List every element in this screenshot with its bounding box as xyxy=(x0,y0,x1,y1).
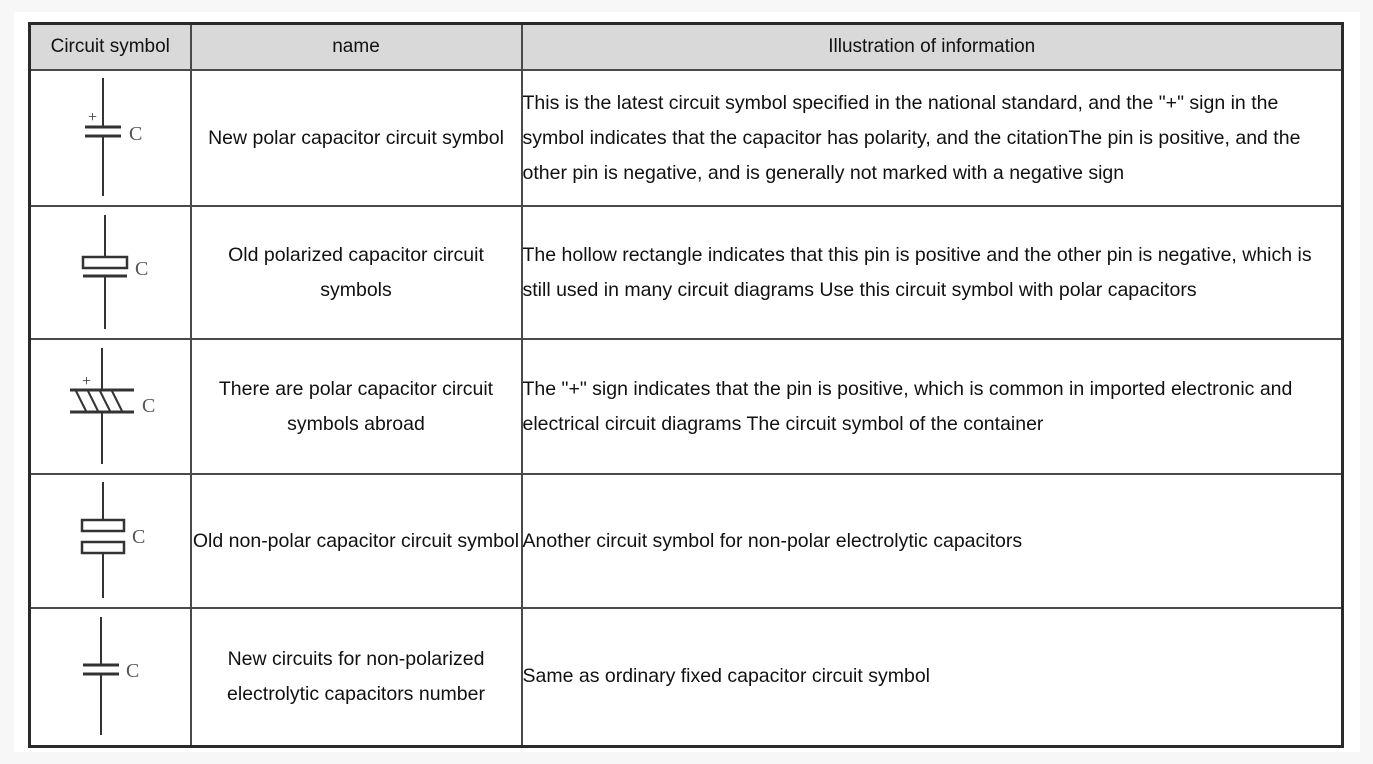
new-non-polarized-capacitor-icon xyxy=(65,615,155,739)
capacitor-c-label: C xyxy=(142,394,156,417)
symbol-cell xyxy=(30,474,191,608)
info-cell: Same as ordinary fixed capacitor circuit symbol xyxy=(522,608,1343,746)
info-cell: This is the latest circuit symbol specified in the national standard, and the "+" sign in the symbol indicates that the capacitor has polarity, and the citationThe pin is positive, and the other pin is negative, and is generally not marked with a negative sign xyxy=(522,70,1343,206)
name-cell: There are polar capacitor circuit symbols abroad xyxy=(191,339,522,474)
capacitor-c-label: C xyxy=(132,526,146,548)
header-illustration: Illustration of information xyxy=(522,24,1343,71)
capacitor-c-label: C xyxy=(129,123,143,145)
symbol-cell xyxy=(30,206,191,339)
symbol-cell xyxy=(30,339,191,474)
capacitor-c-label: C xyxy=(126,659,140,682)
table-row xyxy=(30,339,1343,474)
info-cell: The "+" sign indicates that the pin is positive, which is common in imported electronic and electrical circuit diagrams The circuit symbol of the container xyxy=(522,339,1343,474)
foreign-polar-capacitor-icon xyxy=(60,346,160,468)
header-circuit-symbol: Circuit symbol xyxy=(30,24,191,71)
info-cell: Another circuit symbol for non-polar electrolytic capacitors xyxy=(522,474,1343,608)
old-polarized-capacitor-icon xyxy=(65,213,155,333)
old-non-polar-capacitor-icon xyxy=(65,480,155,602)
name-cell: New circuits for non-polarized electrolytic capacitors number xyxy=(191,608,522,746)
plus-sign-label: + xyxy=(88,109,98,126)
name-cell: New polar capacitor circuit symbol xyxy=(191,70,522,206)
table-row xyxy=(30,206,1343,339)
table-row xyxy=(30,474,1343,608)
plus-sign-label: + xyxy=(82,372,92,390)
capacitor-symbol-table xyxy=(28,22,1344,748)
capacitor-c-label: C xyxy=(135,257,149,280)
name-cell: Old non-polar capacitor circuit symbol xyxy=(191,474,522,608)
info-cell: The hollow rectangle indicates that this pin is positive and the other pin is negative, which is still used in many circuit diagrams Use this circuit symbol with polar capacitors xyxy=(522,206,1343,339)
symbol-cell xyxy=(30,70,191,206)
table-row xyxy=(30,70,1343,206)
name-cell: Old polarized capacitor circuit symbols xyxy=(191,206,522,339)
table-row xyxy=(30,608,1343,746)
table-header-row xyxy=(30,24,1343,71)
symbol-cell xyxy=(30,608,191,746)
header-name: name xyxy=(191,24,522,71)
new-polar-capacitor-icon xyxy=(65,76,155,200)
